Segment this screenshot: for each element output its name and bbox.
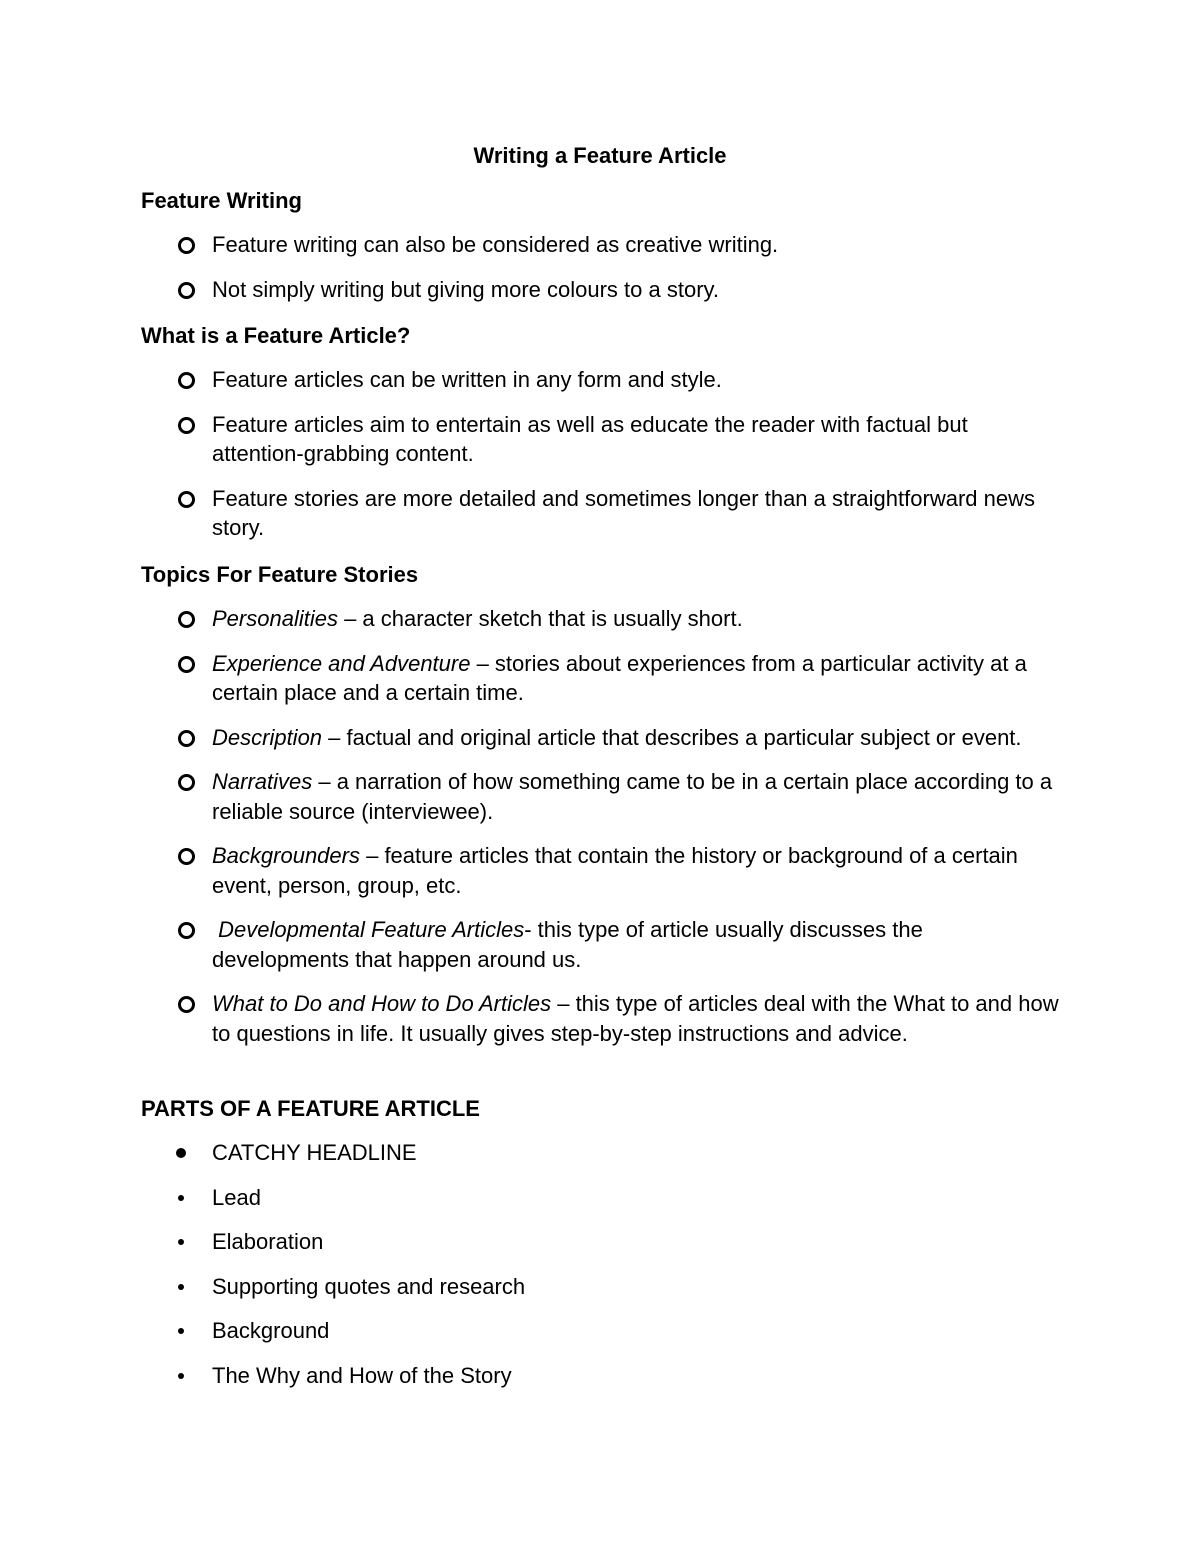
hollow-bullet-icon [178,774,195,791]
list-item [141,484,1061,543]
section-heading: PARTS OF A FEATURE ARTICLE [141,1096,480,1121]
filled-bullet-icon [176,1148,186,1158]
item-text: Elaboration [212,1229,324,1254]
item-text: Feature stories are more detailed and sometimes longer than a straightforward news story. [212,485,1035,540]
list-item [141,365,1061,395]
list-item [141,841,1061,900]
item-text: Supporting quotes and research [212,1273,526,1299]
hollow-bullet-icon [178,372,195,389]
list-item [141,1316,1061,1346]
item-text: Background [212,1318,330,1343]
list-item [141,230,1061,260]
small-bullet-icon [178,1328,184,1334]
list-item [141,1272,1061,1302]
item-term: What to Do and How to Do Articles [212,991,552,1016]
hollow-bullet-icon [178,730,195,747]
list-item [141,604,1061,634]
section-topics-for-feature-stories [141,561,1061,1048]
item-text: Feature writing can also be considered as creative writing. [212,232,779,257]
list-item [141,649,1061,708]
item-text: - this type of article usually discusses the developments that happen around us. [212,917,923,972]
hollow-bullet-icon [178,656,195,673]
section-what-is-feature-article [141,322,1061,543]
section-feature-writing [141,187,1061,304]
item-text: – this type of articles deal with the What to and how to questions in life. It usually gives step-by-step instructions and advice. [212,991,1059,1046]
item-text: Feature articles can be written in any form and style. [212,367,722,392]
small-bullet-icon [178,1195,184,1201]
item-term: Narratives [212,769,313,794]
list-item [141,767,1061,826]
hollow-bullet-icon [178,282,195,299]
hollow-bullet-icon [178,237,195,254]
item-text: Feature articles aim to entertain as well as educate the reader with factual but attention-grabbing content. [212,411,968,466]
item-term: Developmental Feature Articles [212,917,525,942]
section-parts-of-feature-article [141,1095,1061,1390]
section-heading: Feature Writing [141,188,302,213]
section-heading: Topics For Feature Stories [141,562,419,587]
list-item [141,915,1061,974]
item-text: – factual and original article that describes a particular subject or event. [322,724,1022,750]
list-item [141,275,1061,305]
document-title: Writing a Feature Article [473,143,727,168]
item-text: The Why and How of the Story [212,1362,512,1388]
item-text: Lead [212,1184,261,1210]
item-term: Personalities [212,606,338,631]
hollow-bullet-icon [178,611,195,628]
item-term: Description [212,724,323,750]
list-item [141,410,1061,469]
list-item [141,723,1061,753]
hollow-bullet-icon [178,996,195,1013]
hollow-bullet-icon [178,491,195,508]
list-item [141,989,1061,1048]
item-term: Experience and Adventure [212,650,471,676]
small-bullet-icon [178,1373,184,1379]
item-term: Backgrounders [212,843,360,868]
list-item [141,1138,1061,1168]
item-text: Not simply writing but giving more colours to a story. [212,276,719,302]
item-text: – a narration of how something came to be in a certain place according to a reliable source (interviewee). [212,769,1053,824]
item-text: – a character sketch that is usually short. [337,606,743,631]
item-text: CATCHY HEADLINE [212,1140,417,1165]
list-item [141,1361,1061,1391]
small-bullet-icon [178,1239,184,1245]
hollow-bullet-icon [178,848,195,865]
hollow-bullet-icon [178,417,195,434]
section-heading: What is a Feature Article? [141,323,411,348]
item-text: – feature articles that contain the history or background of a certain event, person, group, etc. [212,843,1018,898]
item-text: – stories about experiences from a particular activity at a certain place and a certain time. [212,650,1027,705]
small-bullet-icon [178,1284,184,1290]
hollow-bullet-icon [178,922,195,939]
list-item [141,1227,1061,1257]
list-item [141,1183,1061,1213]
